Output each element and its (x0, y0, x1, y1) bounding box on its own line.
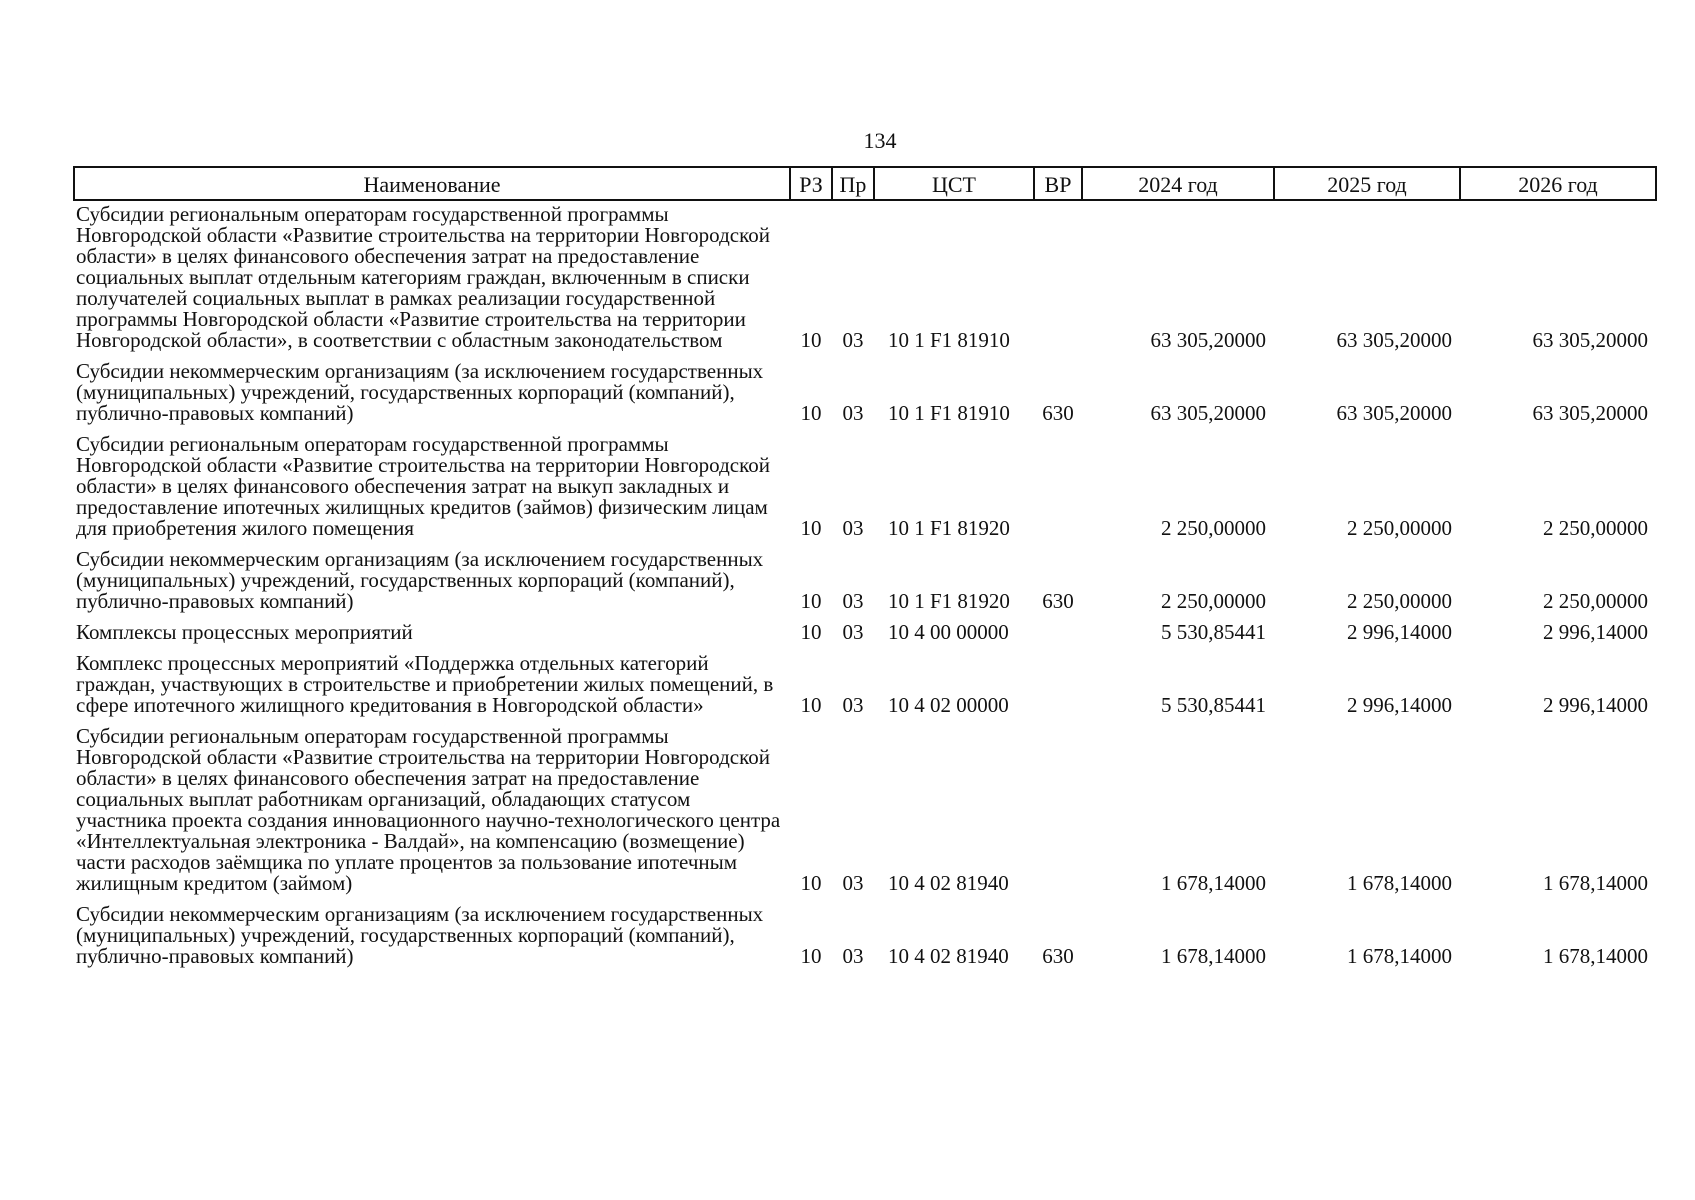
header-2025: 2025 год (1274, 167, 1460, 200)
header-name: Наименование (74, 167, 790, 200)
table-row (74, 650, 1656, 723)
header-vr: ВР (1034, 167, 1082, 200)
row-rz: 10 (800, 693, 822, 717)
table-row (74, 358, 1656, 431)
row-cst: 10 4 02 81940 (888, 944, 1009, 968)
row-name-text: Комплекс процессных мероприятий «Поддержка отдельных категорий граждан, участвующих в строительстве и приобретении жилых помещений, в сфере ипотечного жилищного кредитования в Новгородской области» (76, 651, 774, 717)
row-name-text: Субсидии некоммерческим организациям (за исключением государственных (муниципальных) учреждений, государственных корпораций (компаний), публично-правовых компаний) (76, 359, 764, 425)
row-cst: 10 4 00 00000 (888, 620, 1009, 644)
row-2025: 63 305,20000 (1336, 328, 1452, 352)
row-2025: 2 996,14000 (1347, 620, 1452, 644)
header-2026: 2026 год (1460, 167, 1656, 200)
row-2025: 2 250,00000 (1347, 589, 1452, 613)
row-2024: 63 305,20000 (1150, 401, 1266, 425)
row-name-text: Субсидии некоммерческим организациям (за исключением государственных (муниципальных) учреждений, государственных корпораций (компаний), публично-правовых компаний) (76, 547, 764, 613)
row-cst: 10 4 02 81940 (888, 871, 1009, 895)
table-row (74, 431, 1656, 546)
table-header (74, 167, 1656, 200)
row-2024: 1 678,14000 (1161, 944, 1266, 968)
row-pr: 03 (842, 589, 864, 613)
row-vr (1034, 650, 1082, 723)
row-rz: 10 (800, 944, 822, 968)
header-pr: Пр (832, 167, 874, 200)
row-2026: 2 996,14000 (1543, 693, 1648, 717)
row-cst: 10 1 F1 81910 (888, 328, 1010, 352)
row-pr: 03 (842, 516, 864, 540)
header-cst: ЦСТ (874, 167, 1034, 200)
row-name (74, 546, 790, 619)
row-pr: 03 (842, 328, 864, 352)
row-pr: 03 (842, 693, 864, 717)
row-2024: 2 250,00000 (1161, 589, 1266, 613)
row-name-text: Субсидии региональным операторам государственной программы Новгородской области «Развитие строительства на территории Новгородской области» в целях финансового обеспечения затрат на выкуп закладных и предоставление ипотечных жилищных кредитов (займов) физическим лицам для приобретения жилого помещения (76, 432, 770, 540)
row-vr (1034, 200, 1082, 358)
row-2025: 1 678,14000 (1347, 871, 1452, 895)
row-rz: 10 (800, 620, 822, 644)
header-2024: 2024 год (1082, 167, 1274, 200)
row-pr: 03 (842, 871, 864, 895)
row-vr (1034, 619, 1082, 650)
row-2026: 2 250,00000 (1543, 589, 1648, 613)
table-body (74, 200, 1656, 974)
table-row (74, 200, 1656, 358)
table-row (74, 619, 1656, 650)
row-2026: 1 678,14000 (1543, 944, 1648, 968)
row-pr: 03 (842, 620, 864, 644)
row-name (74, 358, 790, 431)
row-cst: 10 1 F1 81920 (888, 589, 1010, 613)
row-pr: 03 (842, 401, 864, 425)
row-vr (1034, 723, 1082, 901)
row-vr (1034, 431, 1082, 546)
row-2024: 2 250,00000 (1161, 516, 1266, 540)
row-name (74, 650, 790, 723)
row-vr: 630 (1042, 944, 1074, 968)
table-row (74, 901, 1656, 974)
row-name (74, 723, 790, 901)
row-2026: 2 250,00000 (1543, 516, 1648, 540)
table-row (74, 546, 1656, 619)
table-row (74, 723, 1656, 901)
row-2026: 2 996,14000 (1543, 620, 1648, 644)
row-name (74, 901, 790, 974)
row-cst: 10 1 F1 81920 (888, 516, 1010, 540)
row-name (74, 619, 790, 650)
row-2026: 63 305,20000 (1532, 401, 1648, 425)
row-name (74, 431, 790, 546)
row-pr: 03 (842, 944, 864, 968)
row-cst: 10 4 02 00000 (888, 693, 1009, 717)
row-rz: 10 (800, 589, 822, 613)
row-rz: 10 (800, 516, 822, 540)
budget-table (73, 166, 1657, 974)
row-name-text: Комплексы процессных мероприятий (76, 620, 413, 644)
row-2024: 5 530,85441 (1161, 620, 1266, 644)
row-rz: 10 (800, 871, 822, 895)
header-row (74, 167, 1656, 200)
row-name-text: Субсидии региональным операторам государственной программы Новгородской области «Развитие строительства на территории Новгородской области» в целях финансового обеспечения затрат на предоставление социальных выплат работникам организаций, обладающих статусом участника проекта создания инновационного научно-технологического центра «Интеллектуальная электроника - Валдай», на компенсацию (возмещение) части расходов заёмщика по уплате процентов за пользование ипотечным жилищным кредитом (займом) (76, 724, 781, 895)
row-2024: 5 530,85441 (1161, 693, 1266, 717)
header-rz: РЗ (790, 167, 832, 200)
row-cst: 10 1 F1 81910 (888, 401, 1010, 425)
row-2024: 63 305,20000 (1150, 328, 1266, 352)
row-name-text: Субсидии некоммерческим организациям (за исключением государственных (муниципальных) учреждений, государственных корпораций (компаний), публично-правовых компаний) (76, 902, 764, 968)
row-vr: 630 (1042, 401, 1074, 425)
page-number: 134 (863, 128, 897, 153)
row-rz: 10 (800, 328, 822, 352)
row-rz: 10 (800, 401, 822, 425)
row-2026: 63 305,20000 (1532, 328, 1648, 352)
row-2024: 1 678,14000 (1161, 871, 1266, 895)
row-2025: 1 678,14000 (1347, 944, 1452, 968)
row-2025: 63 305,20000 (1336, 401, 1452, 425)
row-name (74, 200, 790, 358)
row-2026: 1 678,14000 (1543, 871, 1648, 895)
row-vr: 630 (1042, 589, 1074, 613)
row-name-text: Субсидии региональным операторам государственной программы Новгородской области «Развитие строительства на территории Новгородской области» в целях финансового обеспечения затрат на предоставление социальных выплат отдельным категориям граждан, включенным в списки получателей социальных выплат в рамках реализации государственной программы Новгородской области «Развитие строительства на территории Новгородской области», в соответствии с областным законодательством (76, 202, 770, 352)
row-2025: 2 250,00000 (1347, 516, 1452, 540)
row-2025: 2 996,14000 (1347, 693, 1452, 717)
